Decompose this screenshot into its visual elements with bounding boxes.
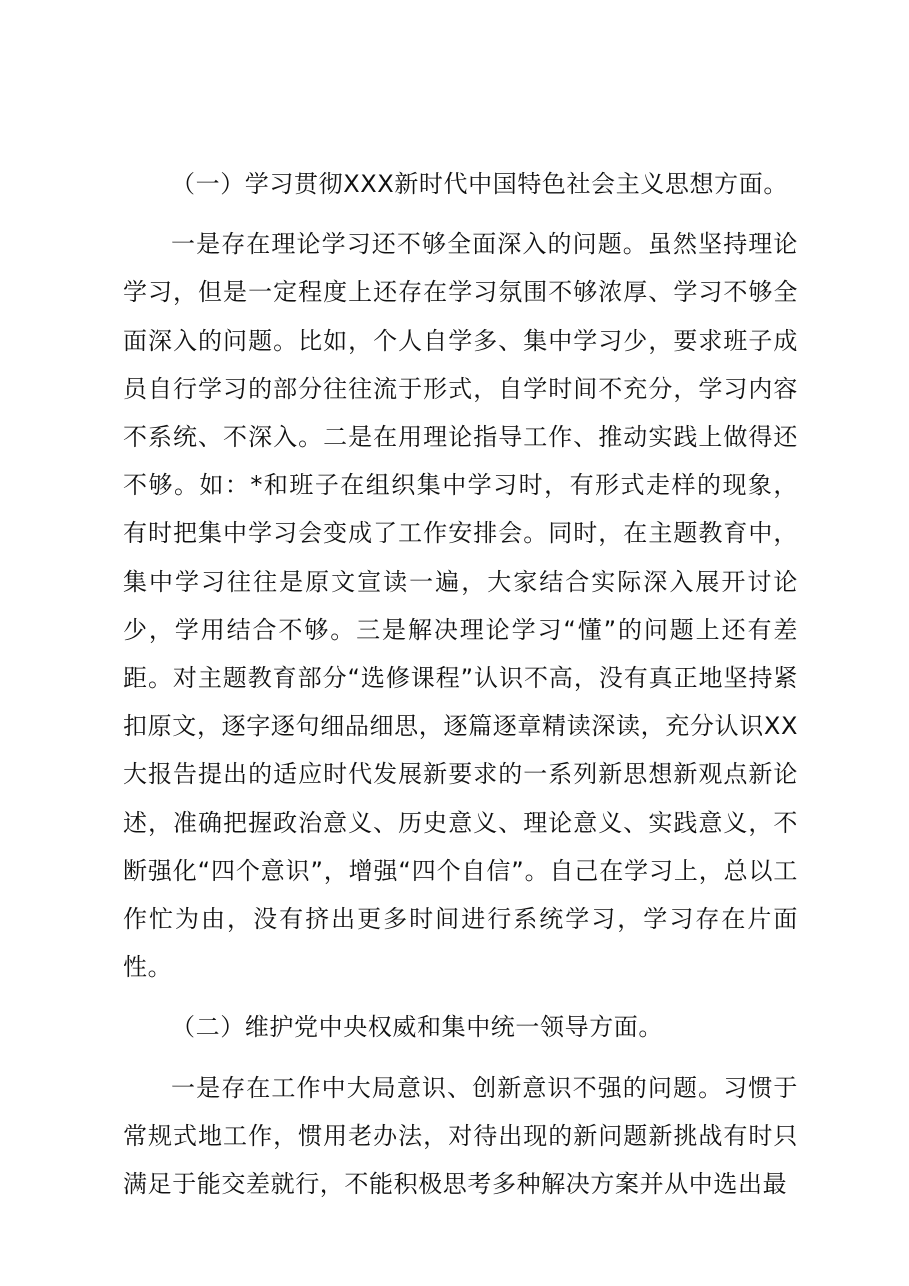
section-1-body: 一是存在理论学习还不够全面深入的问题。虽然坚持理论学习，但是一定程度上还存在学习氛围不够浓厚、学习不够全面深入的问题。比如，个人自学多、集中学习少，要求班子成员自行学习的部分往往流于形式，自学时间不充分，学习内容不系统、不深入。二是在用理论指导工作、推动实践上做得还不够。如：*和班子在组织集中学习时，有形式走样的现象，有时把集中学习会变成了工作安排会。同时，在主题教育中，集中学习往往是原文宣读一遍，大家结合实际深入展开讨论少，学用结合不够。三是解决理论学习“懂”的问题上还有差距。对主题教育部分“选修课程”认识不高，没有真正地坚持紧扣原文，逐字逐句细品细思，逐篇逐章精读深读，充分认识XX大报告提出的适应时代发展新要求的一系列新思想新观点新论述，准确把握政治意义、历史意义、理论意义、实践意义，不断强化“四个意识”，增强“四个自信”。自己在学习上，总以工作忙为由，没有挤出更多时间进行系统学习，学习存在片面性。 [123,230,798,982]
section-2-heading: （二）维护党中央权威和集中统一领导方面。 [171,1013,663,1042]
document-page [123,160,798,1208]
section-1-heading: （一）学习贯彻XXX新时代中国特色社会主义思想方面。 [171,170,788,198]
section-2-body: 一是存在工作中大局意识、创新意识不强的问题。习惯于常规式地工作，惯用老办法，对待出现的新问题新挑战有时只满足于能交差就行，不能积极思考多种解决方案并从中选出最 [123,1073,798,1199]
